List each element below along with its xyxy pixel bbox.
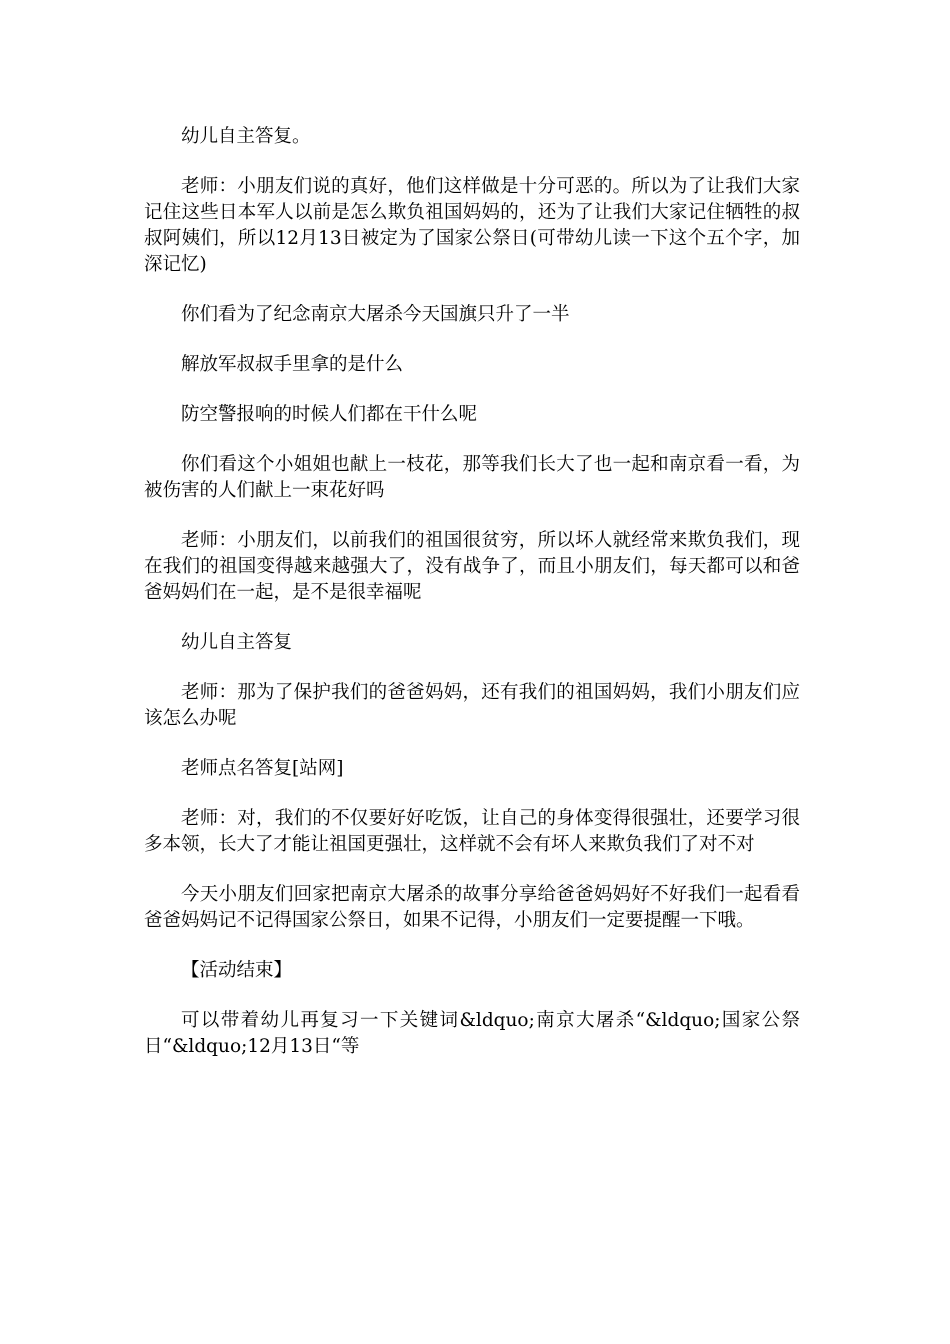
paragraph-review-keywords: 可以带着幼儿再复习一下关键词&ldquo;南京大屠杀“&ldquo;国家公祭日“&ldquo;12月13日“等 (144, 1010, 800, 1057)
paragraph-air-raid-siren: 防空警报响的时候人们都在干什么呢 (181, 404, 478, 425)
paragraph-child-answer-1: 幼儿自主答复。 (181, 126, 311, 147)
paragraph-child-answer-2: 幼儿自主答复 (181, 632, 293, 653)
paragraph-teacher-eat-learn: 老师：对，我们的不仅要好好吃饭，让自己的身体变得很强壮，还要学习很多本领，长大了才能让祖国更强壮，这样就不会有坏人来欺负我们了对不对 (144, 808, 800, 855)
paragraph-flag-half-mast: 你们看为了纪念南京大屠杀今天国旗只升了一半 (181, 304, 570, 325)
paragraph-soldier-question: 解放军叔叔手里拿的是什么 (181, 354, 404, 375)
paragraph-activity-end: 【活动结束】 (181, 960, 293, 981)
paragraph-teacher-call-answer: 老师点名答复[站网] (181, 758, 344, 779)
paragraph-teacher-protect: 老师：那为了保护我们的爸爸妈妈，还有我们的祖国妈妈，我们小朋友们应该怎么办呢 (144, 682, 800, 729)
paragraph-teacher-memorial-day: 老师：小朋友们说的真好，他们这样做是十分可恶的。所以为了让我们大家记住这些日本军人以前是怎么欺负祖国妈妈的，还为了让我们大家记住牺牲的叔叔阿姨们，所以12月13日被定为了国家公祭日(可带幼儿读一下这个五个字，加深记忆) (144, 176, 800, 275)
paragraph-share-at-home: 今天小朋友们回家把南京大屠杀的故事分享给爸爸妈妈好不好我们一起看看爸爸妈妈记不记得国家公祭日，如果不记得，小朋友们一定要提醒一下哦。 (144, 884, 800, 931)
paragraph-flower-offering: 你们看这个小姐姐也献上一枝花，那等我们长大了也一起和南京看一看，为被伤害的人们献上一束花好吗 (144, 454, 800, 501)
paragraph-teacher-strong-country: 老师：小朋友们，以前我们的祖国很贫穷，所以坏人就经常来欺负我们，现在我们的祖国变得越来越强大了，没有战争了，而且小朋友们，每天都可以和爸爸妈妈们在一起，是不是很幸福呢 (144, 530, 800, 603)
document-body (144, 124, 800, 1084)
